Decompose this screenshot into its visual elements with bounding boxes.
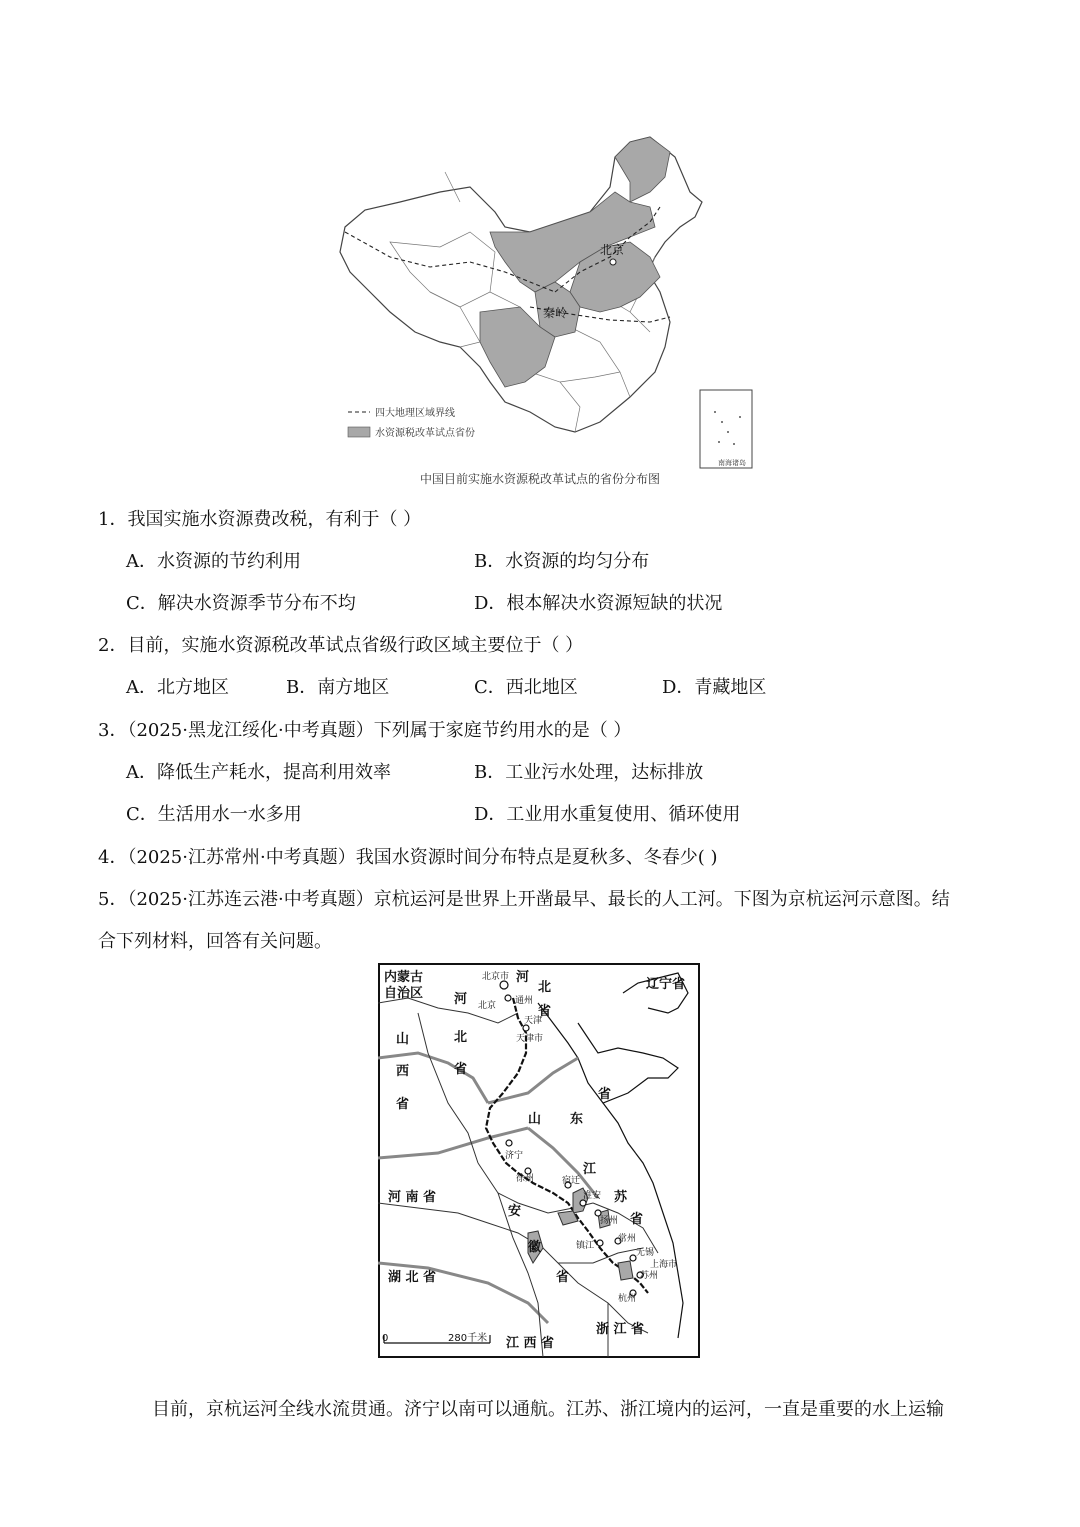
q1-option-a: A．水资源的节约利用	[126, 551, 301, 572]
china-map-graphic	[330, 132, 760, 472]
label-an: 安	[508, 1204, 522, 1219]
grand-canal-map-graphic	[378, 963, 700, 1358]
q1-option-d: D．根本解决水资源短缺的状况	[474, 593, 723, 614]
label-jiang: 江	[583, 1162, 597, 1177]
q3-option-b: B．工业污水处理，达标排放	[474, 762, 704, 783]
q3-option-c: C．生活用水一水多用	[126, 804, 302, 825]
label-zizhiqu: 自治区	[384, 986, 424, 1001]
q2-option-a: A．北方地区	[126, 677, 229, 698]
label-dong: 东	[570, 1112, 584, 1127]
label-shanghai: 上海市	[650, 1260, 678, 1270]
q1-option-c: C．解决水资源季节分布不均	[126, 593, 356, 614]
label-xuzhou: 徐州	[516, 1174, 535, 1184]
grand-canal-map	[378, 963, 700, 1358]
label-zhejiang: 浙 江 省	[596, 1322, 645, 1337]
label-suqian: 宿迁	[562, 1176, 581, 1186]
label-sheng-4: 省	[598, 1087, 612, 1102]
q1-option-b: B．水资源的均匀分布	[474, 551, 650, 572]
label-he-1: 河	[516, 970, 530, 985]
label-henan: 河 南 省	[388, 1190, 437, 1205]
q3-option-d: D．工业用水重复使用、循环使用	[474, 804, 741, 825]
label-hui: 徽	[528, 1240, 542, 1255]
label-neimenggu: 内蒙古	[384, 970, 424, 985]
material-paragraph: 目前，京杭运河全线水流贯通。济宁以南可以通航。江苏、浙江境内的运河，一直是重要的水上运输	[152, 1399, 944, 1420]
q3-option-a: A．降低生产耗水，提高利用效率	[126, 762, 391, 783]
china-pilot-province-map	[330, 132, 760, 472]
scale-km: 280千米	[448, 1333, 488, 1344]
legend-label-boundary: 四大地理区域界线	[375, 408, 455, 419]
label-hubei: 湖 北 省	[388, 1270, 437, 1285]
q2-option-d: D．青藏地区	[662, 677, 767, 698]
label-bei-1: 北	[538, 980, 552, 995]
gray-fill-swatch	[348, 427, 370, 437]
question-5-stem-line2: 合下列材料，回答有关问题。	[98, 931, 332, 952]
question-3-stem: 3．（2025·黑龙江绥化·中考真题）下列属于家庭节约用水的是（ ）	[98, 720, 632, 741]
label-sheng-2: 省	[454, 1062, 468, 1077]
label-tianjinshi: 天津市	[516, 1034, 544, 1044]
beijing-marker	[610, 259, 616, 265]
label-huaian: 淮安	[583, 1191, 602, 1201]
label-tongzhou: 通州	[515, 996, 534, 1006]
label-shan-2: 山	[528, 1112, 542, 1127]
label-he-2: 河	[454, 992, 468, 1007]
question-1-stem: 1．我国实施水资源费改税，有利于（ ）	[98, 509, 422, 530]
label-bei-2: 北	[454, 1030, 468, 1045]
q2-option-c: C．西北地区	[474, 677, 578, 698]
label-yangzhou: 扬州	[600, 1216, 619, 1226]
q2-option-b: B．南方地区	[286, 677, 390, 698]
label-zhenjiang: 镇江	[576, 1241, 595, 1251]
map1-label-qinling: 秦岭	[543, 306, 568, 320]
label-hangzhou: 杭州	[618, 1294, 637, 1304]
question-2-stem: 2．目前，实施水资源税改革试点省级行政区域主要位于（ ）	[98, 635, 584, 656]
label-sheng-5: 省	[556, 1270, 570, 1285]
label-sheng-1: 省	[538, 1004, 552, 1019]
map1-label-south-sea: 南海诸岛	[718, 459, 746, 467]
label-su: 苏	[614, 1190, 628, 1205]
label-sheng-6: 省	[630, 1212, 644, 1227]
label-beijingshi: 北京市	[482, 972, 510, 982]
scale-zero: 0	[382, 1333, 389, 1344]
map1-caption: 中国目前实施水资源税改革试点的省份分布图	[419, 472, 660, 486]
label-beijing: 北京	[478, 1001, 497, 1011]
label-jining: 济宁	[505, 1151, 524, 1161]
map1-label-beijing: 北京	[600, 243, 625, 257]
label-suzhou: 苏州	[640, 1271, 659, 1281]
label-jiangxi: 江 西 省	[506, 1336, 555, 1351]
label-sheng-3: 省	[396, 1097, 410, 1112]
label-shan: 山	[396, 1032, 410, 1047]
label-tianjin: 天津	[524, 1016, 543, 1026]
label-xi: 西	[396, 1064, 410, 1079]
label-liaoning: 辽宁省	[646, 977, 686, 992]
label-wuxi: 无锡	[636, 1248, 655, 1258]
south-sea-inset	[700, 390, 752, 468]
question-5-stem-line1: 5．（2025·江苏连云港·中考真题）京杭运河是世界上开凿最早、最长的人工河。下图为京杭运河示意图。结	[98, 889, 950, 910]
legend-label-pilot: 水资源税改革试点省份	[375, 428, 475, 439]
label-changzhou: 常州	[618, 1234, 637, 1244]
question-4-stem: 4．（2025·江苏常州·中考真题）我国水资源时间分布特点是夏秋多、冬春少( )	[98, 847, 718, 868]
